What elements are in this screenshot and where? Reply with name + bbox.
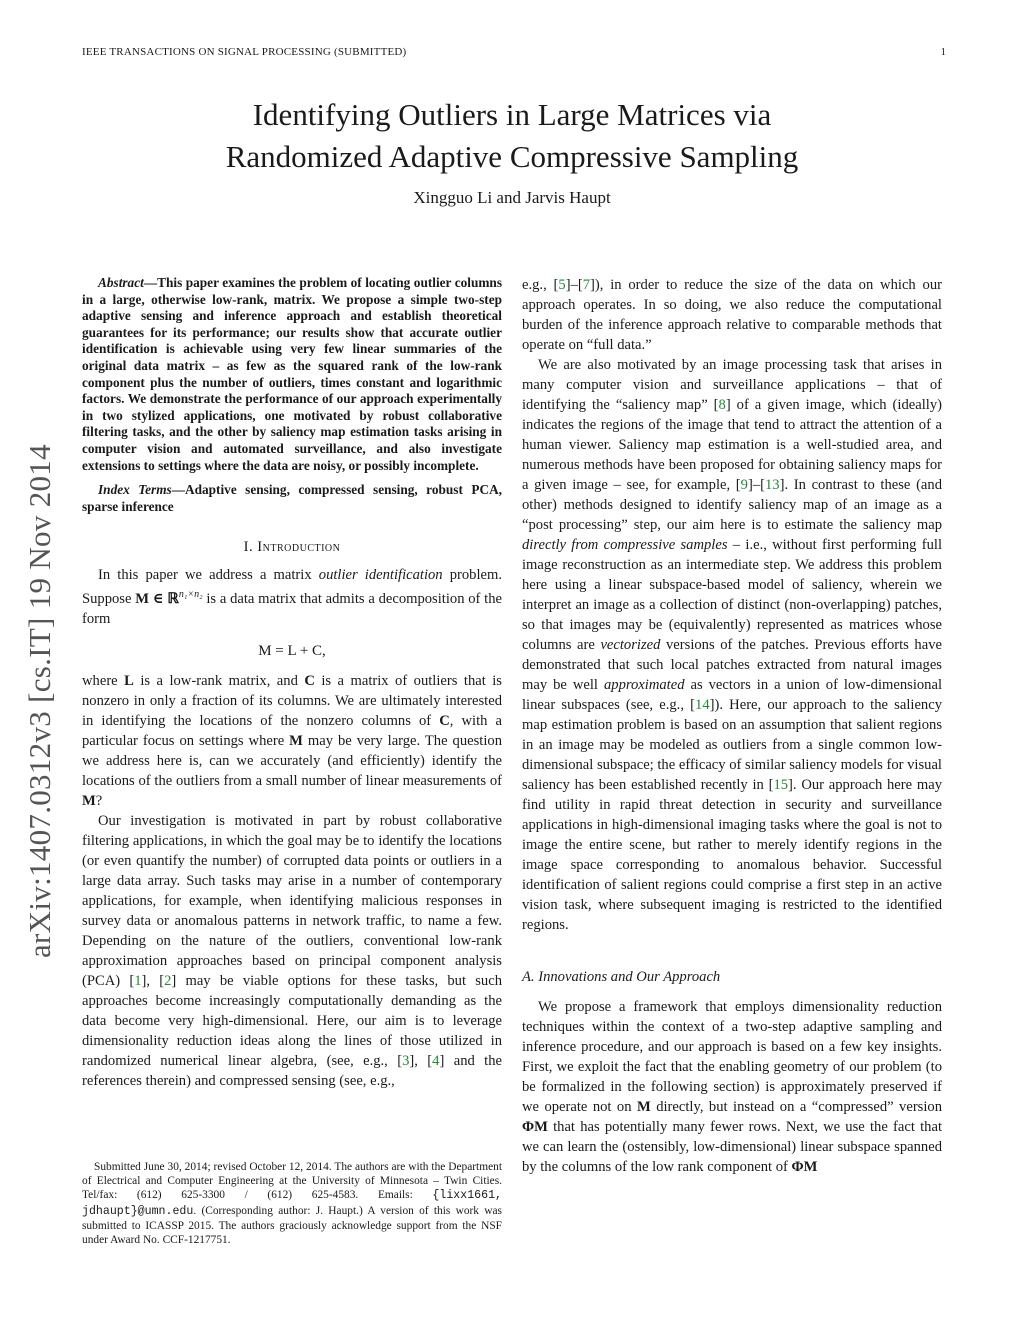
citation-link[interactable]: 9 [740, 477, 748, 493]
abstract-text: —This paper examines the problem of locating outlier columns in a large, otherwise low-rank, matrix. We propose a simple two-step adaptive sensing and inference approach and establish theoretical guarantees for its performance; our results show that accurate outlier identification is achievable using very few linear summaries of the original data matrix – as few as the squared rank of the low-rank component plus the number of outliers, times constant and logarithmic factors. We demonstrate the performance of our approach experimentally in two stylized applications, one motivated by robust collaborative filtering tasks, and the other by saliency map estimation tasks arising in computer vision and automated surveillance, and also investigate extensions to settings where the data are noisy, or possibly incomplete. [82, 275, 502, 473]
abstract [82, 275, 502, 474]
title-line-2: Randomized Adaptive Compressive Sampling [225, 139, 799, 174]
index-terms [82, 482, 502, 515]
citation-link[interactable]: 15 [773, 777, 789, 793]
citation-link[interactable]: 1 [134, 973, 142, 990]
citation-link[interactable]: 14 [695, 697, 710, 713]
footnote: Submitted June 30, 2014; revised October 12, 2014. The authors are with the Department of Electrical and Computer Engineering at the University of Minnesota – Twin Cities. Tel/fax: (612) 625-3300 / (612) 625-4583. Emails: {lixx1661, jdhaupt}@umn.edu. (Corresponding author: J. Haupt.) A version of this work was submitted to ICASSP 2015. The authors graciously acknowledge support from the NSF under Award No. CCF-1217751. [82, 1161, 502, 1247]
right-column [522, 275, 942, 1177]
citation-link[interactable]: 7 [582, 277, 591, 293]
citation-link[interactable]: 13 [765, 477, 780, 493]
left-column [82, 275, 502, 1091]
footnote-emails: {lixx1661, jdhaupt}@umn.edu [82, 1189, 502, 1218]
intro-paragraph-2: where L is a low-rank matrix, and C is a matrix of outliers that is nonzero in only a fraction of its columns. We are ultimately interested in identifying the locations of the nonzero columns of C, with a particular focus on settings where M may be very large. The question we address here is, can we accurately (and efficiently) identify the locations of the outliers from a small number of linear measurements of M? [82, 673, 502, 810]
index-terms-label: Index Terms [98, 482, 172, 498]
running-header: IEEE TRANSACTIONS ON SIGNAL PROCESSING (SUBMITTED) [82, 46, 407, 58]
citation-link[interactable]: 2 [164, 973, 172, 990]
citation-link[interactable]: 8 [718, 397, 726, 413]
page-number: 1 [940, 46, 946, 58]
arxiv-stamp: arXiv:1407.0312v3 [cs.IT] 19 Nov 2014 [22, 444, 57, 958]
subsection-paragraph-1: We propose a framework that employs dimensionality reduction techniques within the context of a two-step adaptive sampling and inference procedure, and our approach is based on a few key insights. First, we exploit the fact that the enabling geometry of our problem (to be formalized in the following section) is approximately preserved if we operate not on M directly, but instead on a “compressed” version ΦM that has potentially many fewer rows. Next, we use the fact that we can learn the (ostensibly, low-dimensional) linear subspace spanned by the columns of the low rank component of ΦM [522, 999, 943, 1175]
intro-paragraph-3: Our investigation is motivated in part by robust collaborative filtering applications, in which the goal may be to identify the locations (or even quantify the number) of corrupted data points or outliers in a large data array. Such tasks may arise in a number of contemporary applications, for example, when identifying malicious responses in survey data or anomalous patterns in network traffic, to name a few. Depending on the nature of the outliers, conventional low-rank approximation approaches based on principal component analysis (PCA) [1], [2] may be viable options for these tasks, but such approaches become increasingly computationally demanding as the data become very high-dimensional. Here, our aim is to leverage dimensionality reduction ideas along the lines of those utilized in randomized numerical linear algebra, (see, e.g., [3], [4] and the references therein) and compressed sensing (see, e.g., [82, 813, 502, 1090]
intro-paragraph-4: We are also motivated by an image processing task that arises in many computer vision and surveillance applications – that of identifying the “saliency map” [8] of a given image, which (ideally) indicates the regions of the image that tend to attract the attention of a human viewer. Saliency map estimation is a well-studied area, and numerous methods have been proposed for obtaining saliency maps for a given image – see, for example, [9]–[13]. In contrast to these (and other) methods designed to identify saliency map of an image as a “post processing” step, our aim here is to estimate the saliency map directly from compressive samples – i.e., without first performing full image reconstruction as an intermediate step. We address this problem here using a linear subspace-based model of saliency, wherein we interpret an image as a collection of distinct (non-overlapping) patches, so that images may be (equivalently) represented as matrices whose columns are vectorized versions of the patches. Previous efforts have demonstrated that such local patches extracted from natural images may be well approximated as vectors in a union of low-dimensional linear subspaces (see, e.g., [14]). Here, our approach to the saliency map estimation problem is based on an assumption that salient regions in an image may be modeled as outliers from a single common low-dimensional subspace; the efficacy of similar saliency models for visual saliency has been established recently in [15]. Our approach here may find utility in rapid threat detection in security and surveillance applications in high-dimensional imaging tasks where the goal is not to image the entire scene, but rather to merely identify regions in the image space corresponding to anomalous behavior. Successful identification of salient regions could comprise a first step in an active vision task, where subsequent imaging is restricted to the identified regions. [522, 357, 943, 933]
section-numeral: I. [243, 539, 254, 556]
index-terms-text: —Adaptive sensing, compressed sensing, robust PCA, sparse inference [82, 482, 502, 514]
math-dimension: M ∈ ℝ$^{n_1\times n_2}$ [135, 589, 203, 608]
title-line-1: Identifying Outliers in Large Matrices via [252, 97, 772, 132]
emphasis-outlier-identification: outlier identification [318, 567, 443, 584]
equation-decomposition: M = L + C, [258, 643, 326, 660]
authors: Xingguo Li and Jarvis Haupt [413, 188, 611, 207]
abstract-label: Abstract [98, 275, 144, 290]
paper-title [82, 94, 942, 178]
citation-link[interactable]: 4 [432, 1053, 440, 1070]
citation-link[interactable]: 3 [402, 1053, 410, 1070]
subsection-heading: A. Innovations and Our Approach [522, 969, 721, 985]
intro-paragraph-1: In this paper we address a matrix outlier identification problem. Suppose M ∈ ℝ$^{n_1\times n_2}$ is a data matrix that admits a decomposition of the form [82, 567, 502, 628]
section-heading-introduction [82, 537, 502, 557]
citation-link[interactable]: 5 [558, 277, 566, 293]
intro-paragraph-3-continued: e.g., [5]–[7]), in order to reduce the size of the data on which our approach operates. In so doing, we also reduce the computational burden of the inference approach relative to comparable methods that operate on “full data.” [522, 277, 942, 353]
section-title: Introduction [257, 539, 341, 556]
